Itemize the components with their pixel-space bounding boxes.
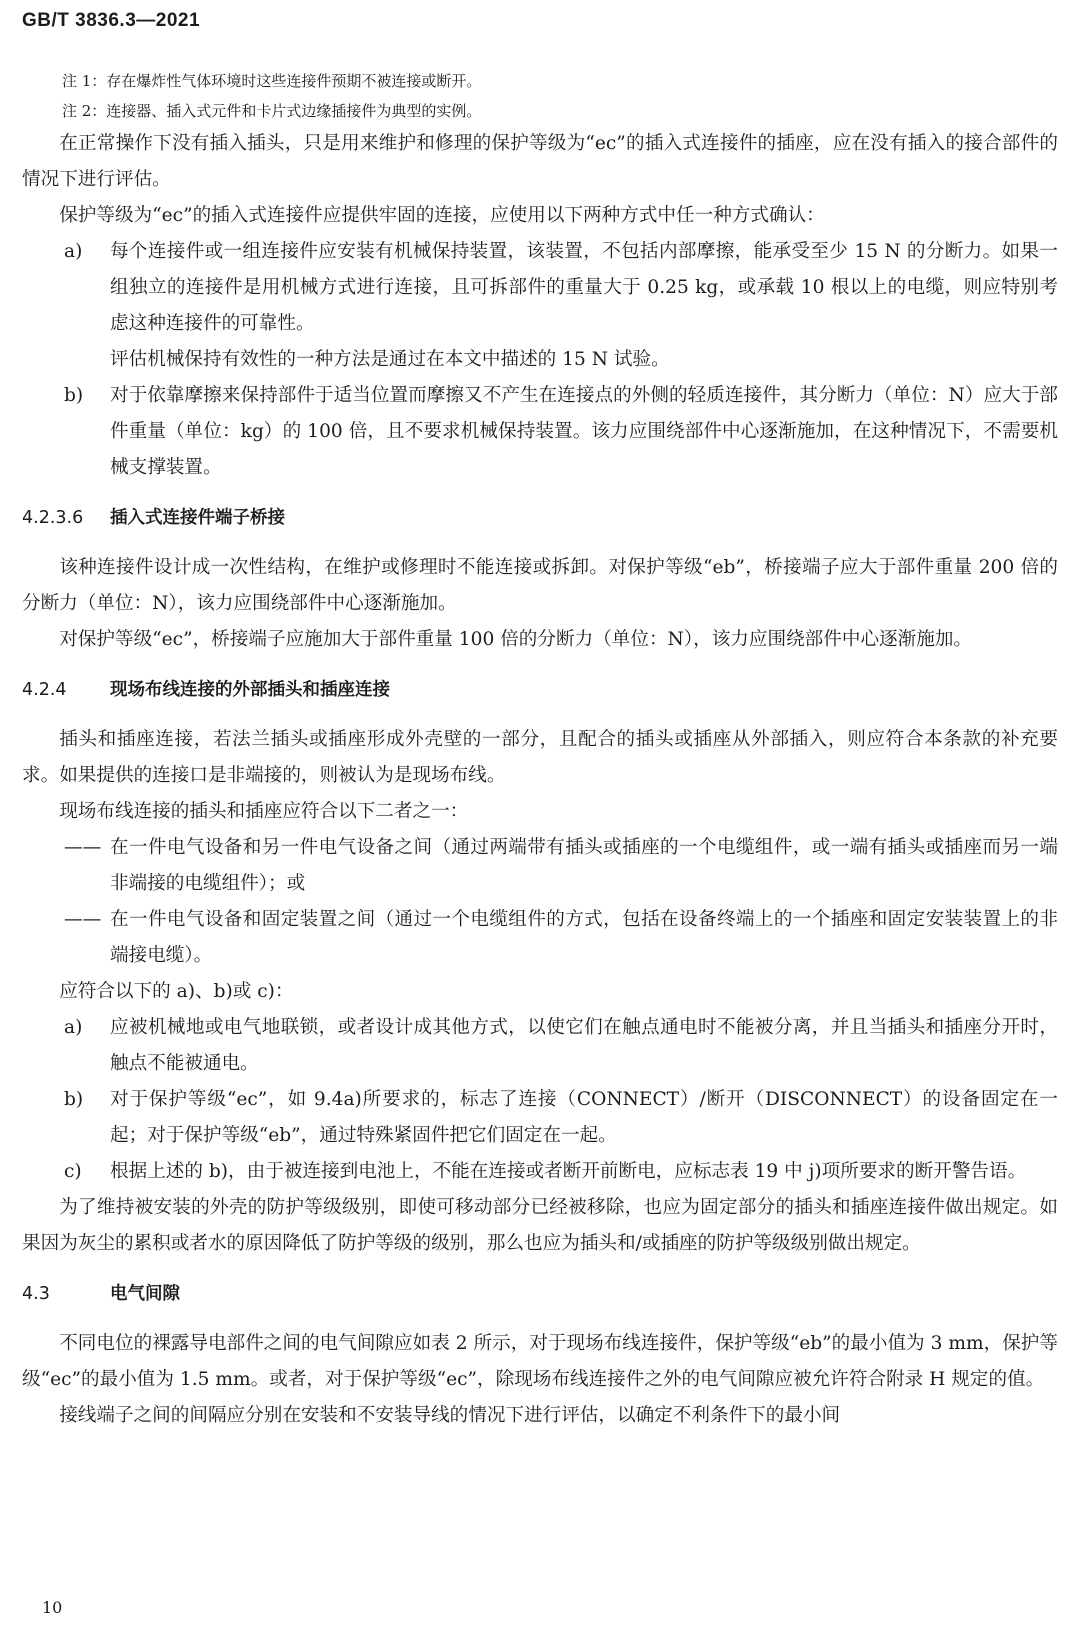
list-label: b) (64, 1089, 84, 1110)
paragraph: 应符合以下的 a)、b)或 c)： (59, 981, 294, 1002)
list-text: 应被机械地或电气地联锁，或者设计成其他方式，以使它们在触点通电时不能被分离，并且当插头和插座分开时，触点不能被通电。 (110, 1017, 1058, 1074)
dash-mark: —— (64, 909, 102, 930)
section-number: 4.3 (22, 1284, 50, 1304)
list-label: c) (64, 1161, 82, 1182)
list-label: b) (64, 385, 84, 406)
paragraph: 为了维持被安装的外壳的防护等级级别，即使可移动部分已经被移除，也应为固定部分的插头和插座连接件做出规定。如果因为灰尘的累积或者水的原因降低了防护等级的级别，那么也应为插头和/或插座的防护等级级别做出规定。 (22, 1197, 1058, 1254)
paragraph: 对保护等级“ec”，桥接端子应施加大于部件重量 100 倍的分断力（单位：N），该力应围绕部件中心逐渐施加。 (59, 629, 973, 650)
dash-mark: —— (64, 837, 102, 858)
paragraph: 接线端子之间的间隔应分别在安装和不安装导线的情况下进行评估，以确定不利条件下的最小间 (59, 1405, 841, 1426)
list-text: 对于依靠摩擦来保持部件于适当位置而摩擦又不产生在连接点的外侧的轻质连接件，其分断力（单位：N）应大于部件重量（单位：kg）的 100 倍，且不要求机械保持装置。该力应围绕部件中心逐渐施加，在这种情况下，不需要机械支撑装置。 (110, 385, 1058, 478)
section-heading-4-2-4 (22, 672, 1058, 708)
page-number: 10 (42, 1598, 63, 1617)
note-2: 注 2：连接器、插入式元件和卡片式边缘插接件为典型的实例。 (62, 102, 482, 120)
section-title: 现场布线连接的外部插头和插座连接 (110, 680, 390, 700)
section-heading-4-3 (22, 1276, 1058, 1312)
list-text: 根据上述的 b)，由于被连接到电池上，不能在连接或者断开前断电，应标志表 19 中 j)项所要求的断开警告语。 (110, 1161, 1027, 1182)
section-number: 4.2.4 (22, 680, 67, 700)
paragraph: 插头和插座连接，若法兰插头或插座形成外壳壁的一部分，且配合的插头或插座从外部插入，则应符合本条款的补充要求。如果提供的连接口是非端接的，则被认为是现场布线。 (22, 729, 1058, 786)
dash-item (22, 902, 1058, 974)
paragraph: 该种连接件设计成一次性结构，在维护或修理时不能连接或拆卸。对保护等级“eb”，桥接端子应大于部件重量 200 倍的分断力（单位：N），该力应围绕部件中心逐渐施加。 (22, 557, 1058, 614)
list-subtext: 评估机械保持有效性的一种方法是通过在本文中描述的 15 N 试验。 (110, 349, 670, 370)
standard-code-header: GB/T 3836.3—2021 (22, 10, 201, 31)
dash-text: 在一件电气设备和另一件电气设备之间（通过两端带有插头或插座的一个电缆组件，或一端有插头或插座而另一端非端接的电缆组件）；或 (110, 837, 1058, 894)
list-item-a (22, 234, 1058, 378)
list-label: a) (64, 241, 83, 262)
section-heading-4-2-3-6 (22, 500, 1058, 536)
page-content (22, 66, 1058, 1434)
section-title: 电气间隙 (110, 1284, 180, 1304)
dash-text: 在一件电气设备和固定装置之间（通过一个电缆组件的方式，包括在设备终端上的一个插座和固定安装装置上的非端接电缆）。 (110, 909, 1058, 966)
section-number: 4.2.3.6 (22, 508, 84, 528)
paragraph: 不同电位的裸露导电部件之间的电气间隙应如表 2 所示，对于现场布线连接件，保护等级“eb”的最小值为 3 mm，保护等级“ec”的最小值为 1.5 mm。或者，对于保护等级“ec”，除现场布线连接件之外的电气间隙应被允许符合附录 H 规定的值。 (22, 1333, 1058, 1390)
paragraph: 在正常操作下没有插入插头，只是用来维护和修理的保护等级为“ec”的插入式连接件的插座，应在没有插入的接合部件的情况下进行评估。 (22, 133, 1058, 190)
list-item-b (22, 378, 1058, 486)
dash-item (22, 830, 1058, 902)
paragraph: 保护等级为“ec”的插入式连接件应提供牢固的连接，应使用以下两种方式中任一种方式确认： (59, 205, 825, 226)
list-text: 每个连接件或一组连接件应安装有机械保持装置，该装置，不包括内部摩擦，能承受至少 15 N 的分断力。如果一组独立的连接件是用机械方式进行连接，且可拆部件的重量大于 0.25 kg，或承载 10 根以上的电缆，则应特别考虑这种连接件的可靠性。 (110, 241, 1058, 334)
list-item-b (22, 1082, 1058, 1154)
paragraph: 现场布线连接的插头和插座应符合以下二者之一： (59, 801, 469, 822)
section-title: 插入式连接件端子桥接 (110, 508, 285, 528)
list-text: 对于保护等级“ec”，如 9.4a)所要求的，标志了连接（CONNECT）/断开（DISCONNECT）的设备固定在一起；对于保护等级“eb”，通过特殊紧固件把它们固定在一起。 (110, 1089, 1058, 1146)
note-1: 注 1：存在爆炸性气体环境时这些连接件预期不被连接或断开。 (62, 72, 482, 90)
list-item-c (22, 1154, 1058, 1190)
list-label: a) (64, 1017, 83, 1038)
list-item-a (22, 1010, 1058, 1082)
